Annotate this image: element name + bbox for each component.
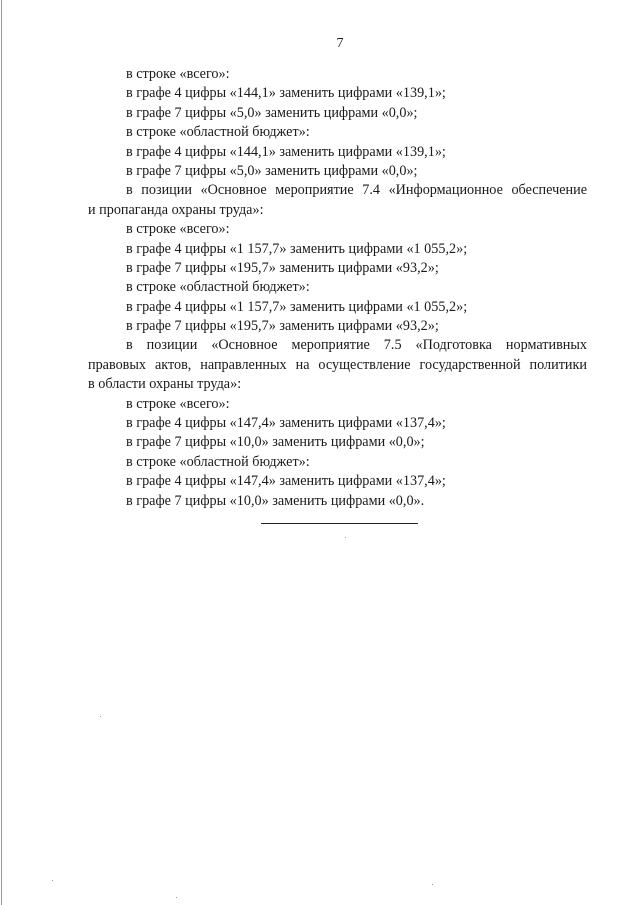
scan-speck bbox=[432, 884, 433, 885]
text-line: в графе 4 цифры «147,4» заменить цифрами «137,4»; bbox=[126, 415, 446, 432]
text-line: в графе 7 цифры «195,7» заменить цифрами «93,2»; bbox=[126, 318, 439, 335]
text-line: в строке «всего»: bbox=[126, 66, 230, 82]
text-line: в строке «всего»: bbox=[126, 395, 230, 412]
text-line: в графе 4 цифры «147,4» заменить цифрами «137,4»; bbox=[126, 473, 446, 490]
text-line: в графе 4 цифры «144,1» заменить цифрами «139,1»; bbox=[126, 143, 446, 160]
end-divider-line bbox=[261, 523, 418, 524]
text-line: в области охраны труда»: bbox=[88, 376, 242, 393]
page-number: 7 bbox=[336, 36, 344, 51]
text-line: в строке «областной бюджет»: bbox=[126, 124, 310, 141]
text-line: в графе 4 цифры «1 157,7» заменить цифрами «1 055,2»; bbox=[126, 298, 468, 315]
text-line: в графе 7 цифры «10,0» заменить цифрами «0,0»; bbox=[126, 434, 425, 451]
text-line: в графе 7 цифры «5,0» заменить цифрами «0,0»; bbox=[126, 162, 418, 179]
text-line: в строке «областной бюджет»: bbox=[126, 279, 310, 296]
text-line: в графе 7 цифры «5,0» заменить цифрами «0,0»; bbox=[126, 104, 418, 121]
text-line: в позиции «Основное мероприятие 7.5 «Подготовка нормативных bbox=[126, 337, 587, 354]
scan-speck bbox=[52, 880, 53, 881]
text-line: и пропаганда охраны труда»: bbox=[88, 201, 264, 218]
text-line: в позиции «Основное мероприятие 7.4 «Информационное обеспечение bbox=[126, 182, 587, 199]
scan-speck bbox=[345, 537, 346, 538]
text-line: в строке «областной бюджет»: bbox=[126, 453, 310, 470]
scan-speck bbox=[100, 716, 101, 717]
text-line: в графе 4 цифры «144,1» заменить цифрами «139,1»; bbox=[126, 85, 446, 102]
text-line: в графе 7 цифры «195,7» заменить цифрами «93,2»; bbox=[126, 259, 439, 276]
text-line: в графе 4 цифры «1 157,7» заменить цифрами «1 055,2»; bbox=[126, 240, 468, 257]
text-line: в графе 7 цифры «10,0» заменить цифрами «0,0». bbox=[126, 492, 425, 509]
scan-speck bbox=[176, 897, 177, 898]
document-body bbox=[88, 65, 587, 511]
text-line: в строке «всего»: bbox=[126, 221, 230, 238]
page-edge-line bbox=[1, 0, 2, 905]
text-line: правовых актов, направленных на осуществление государственной политики bbox=[88, 356, 587, 373]
